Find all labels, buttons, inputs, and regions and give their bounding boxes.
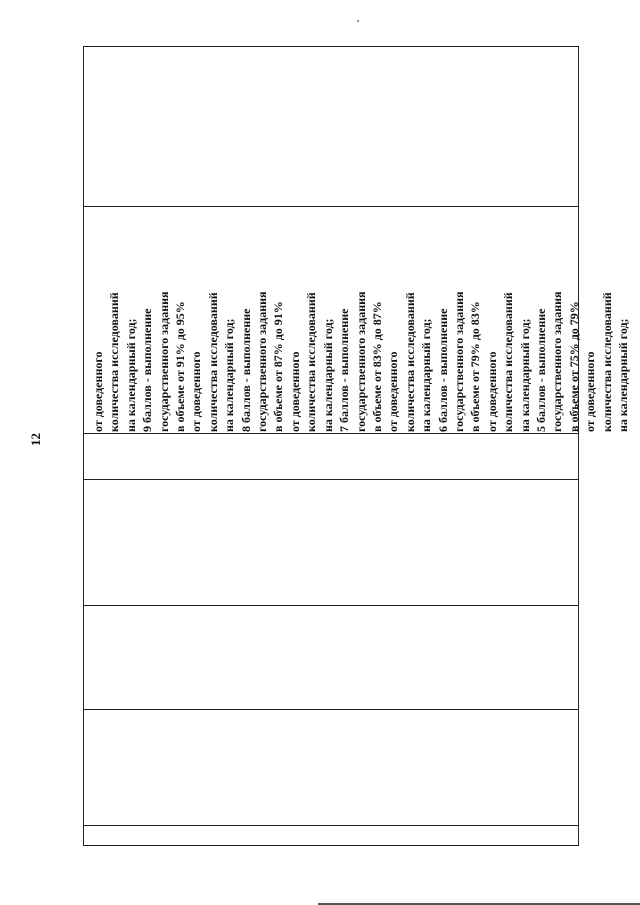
criteria-text [90,292,631,432]
criteria-line: количества исследований [402,292,417,432]
column-divider-1 [84,206,578,207]
criteria-line: 7 баллов - выполнение [337,308,352,432]
criteria-line: количества исследований [205,292,220,432]
rotated-table [83,46,579,846]
criteria-line: в объеме от 87% до 91% [271,301,286,432]
criteria-line: государственного задания [550,291,565,432]
column-divider-5 [84,709,578,710]
criteria-line: количества исследований [304,292,319,432]
criteria-line: 6 баллов - выполнение [435,308,450,432]
criteria-line: в объеме от 75% до 79% [566,301,581,432]
criteria-line: в объеме от 83% до 87% [369,301,384,432]
criteria-line: количества исследований [107,292,122,432]
criteria-line: государственного задания [156,291,171,432]
column-divider-6 [84,825,578,826]
criteria-line: от доведенного [484,351,499,432]
criteria-line: от доведенного [91,351,105,432]
criteria-line: в объеме от 79% до 83% [468,301,483,432]
scan-artifact [357,20,359,22]
criteria-line: государственного задания [255,291,270,432]
criteria-line: количества исследований [599,292,614,432]
column-divider-2 [84,433,578,434]
criteria-line: в объеме от 91% до 95% [173,301,188,432]
column-divider-4 [84,605,578,606]
page-number: 12 [28,433,43,446]
criteria-line: количества исследований [501,292,516,432]
criteria-line: на календарный год; [616,318,630,432]
criteria-line: 8 баллов - выполнение [238,308,253,432]
criteria-line: государственного задания [353,291,368,432]
criteria-line: государственного задания [451,291,466,432]
criteria-line: 5 баллов - выполнение [533,308,548,432]
criteria-line: 9 баллов - выполнение [140,308,155,432]
criteria-line: от доведенного [189,351,204,432]
column-divider-3 [84,479,578,480]
criteria-line: на календарный год; [123,318,138,432]
criteria-line: на календарный год; [419,318,434,432]
criteria-line: от доведенного [386,351,401,432]
criteria-line: от доведенного [583,351,598,432]
criteria-line: на календарный год; [320,318,335,432]
criteria-line: на календарный год; [222,318,237,432]
criteria-line: от доведенного [287,351,302,432]
criteria-line: на календарный год; [517,318,532,432]
